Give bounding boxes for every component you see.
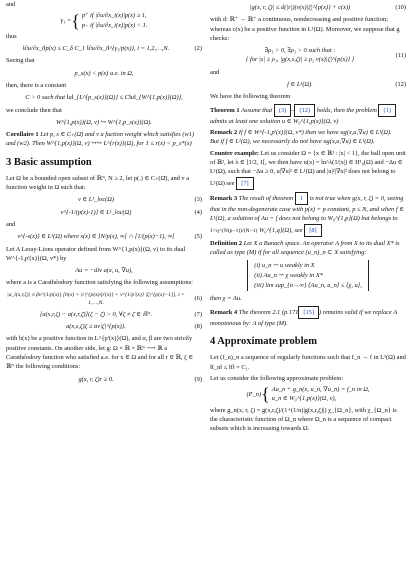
right-column — [210, 0, 406, 436]
gamma-case-2: p₋ if |∂u/∂x_i(x)|p(x) < 1. — [81, 21, 148, 29]
text-then: then, there is a constant — [6, 81, 67, 89]
equation-2-number: (2) — [194, 45, 202, 53]
remark-2 — [210, 128, 406, 147]
equation-3-body: v ∈ L¹_loc(Ω) — [77, 196, 115, 204]
gamma-lhs: γ₁ = — [60, 16, 72, 24]
equation-const-body: C > 0 such that ‖u‖_{L^{p_s(x)}(Ω)} ≤ C‖u‖_{W^{1,p(x)}(Ω)}, — [25, 94, 183, 102]
equation-11-wrap — [210, 46, 390, 65]
section-title-4: 4 Approximate problem — [210, 336, 317, 348]
counter-ref-7[interactable]: [7] — [236, 177, 253, 190]
text-conclude: we conclude then that — [6, 106, 62, 114]
equation-12 — [210, 80, 406, 89]
theorem-ref-12[interactable]: (12) — [294, 104, 315, 117]
equation-10-body: |g(x, r, ζ)| ≤ d(|r|)(v(x)|ζ|^{p(x)} + c(x)) — [249, 4, 351, 11]
equation-8-body: a(x,s,ζ)ζ ≥ αv|ζ|^{p(x)}. — [66, 323, 126, 331]
text-and-2: and — [6, 221, 16, 228]
equation-8 — [6, 322, 202, 331]
where-text: where g_n(x, r, ζ) = g(x,r,ζ)/(1+(1/n)|g(x,r,ζ)|) χ_{Ω_n}, with χ_{Ω_n} is the characteristic function of Ω_n where Ω_n is a sequence of compact subsets which is increasing towards Ω. — [210, 406, 397, 433]
equation-6-number: (6) — [194, 295, 202, 303]
equation-conclude — [6, 118, 202, 127]
text-seeing: Seeing that — [6, 57, 35, 65]
equation-10 — [210, 3, 406, 12]
condition-ii: (ii) Au_n ⇀ χ weakly in X* — [254, 272, 323, 280]
theorem-pre: Assume that — [241, 106, 273, 114]
remark-4 — [210, 306, 406, 329]
equation-4-body: v^{-1/(p(x)-1)} ∈ L¹_loc(Ω) — [60, 208, 132, 216]
equation-11 — [210, 46, 406, 65]
equation-seeing-body: p_s(x) < p(x) a.e. in Ω, — [74, 69, 134, 77]
equation-const — [6, 93, 202, 102]
equation-11-body: { for |s| ≥ ρ₁, |g(x,s,ζ)| ≥ ρ₂ v(x)|ζ|^{p(x)} } — [245, 56, 355, 64]
approx-text: Let (f_n)_n a sequence of regularly functions such that f_n → f in L¹(Ω) and ‖f_n‖ ≤ ‖f‖ = C₁. — [210, 354, 406, 371]
approx-text-2: Let us consider the following approximate problem: — [210, 374, 344, 382]
theorem-ref-1[interactable]: (1) — [378, 104, 395, 117]
definition-2-conditions-inner — [247, 260, 369, 291]
counter-example — [210, 149, 406, 190]
caratheodory-text: where a is a Carathéodory function satisfying the following assumptions: — [6, 279, 193, 287]
theorem-dash: – — [291, 106, 295, 114]
equation-6 — [6, 291, 202, 307]
remark-2-head: Remark 2 — [210, 129, 238, 137]
text-thus: thus — [6, 32, 17, 40]
remark-3-head: Remark 3 — [210, 194, 238, 202]
equation-conclude-body: W^{1,p(x)}(Ω, v) ↪ W^{1,p_s(x)}(Ω). — [55, 118, 153, 126]
remark-4-text: The theorem 2.1 (p.171 — [238, 308, 299, 316]
equation-3-number: (3) — [194, 196, 202, 204]
theorem-post: holds, then the problem — [316, 106, 377, 114]
remark-3 — [210, 192, 406, 237]
remark-4-ref-15[interactable]: [15] — [298, 306, 319, 319]
equation-10-number: (10) — [395, 4, 406, 11]
equation-pn-line-2: u_n ∈ W₀^{1,p(x)}(Ω, v), — [271, 395, 337, 403]
remark-3-text-2: is not true when g(x, r, ζ) = 0, seeing that in the non-degenerate case with p(x) = p constant, p ≤ N, and when f ∈ L¹(Ω), a solution of Au = f does not belong to W₀^{1,p}(Ω) but belongs to — [210, 194, 404, 223]
brace-glyph-pn: { — [261, 384, 270, 405]
theorem-1 — [210, 104, 406, 127]
equation-3 — [6, 195, 202, 204]
theorem-head: Theorem 1 — [210, 106, 240, 114]
section-title-3: 3 Basic assumption — [6, 156, 92, 168]
remark-3-ref-8[interactable]: [8] — [304, 224, 321, 237]
equation-7-number: (7) — [194, 310, 202, 318]
remark-2-line-1: If f ∈ W^{-1,p'(x)}(Ω, v*) then we have ug(x,u,∇u) ∈ L¹(Ω). — [238, 129, 392, 137]
equation-7-body: [a(x,r,ζ) − a(x,r,ζ̄)](ζ − ζ̄) > 0, ∀ζ ≠ ζ̄ ∈ ℝᴺ. — [39, 310, 153, 318]
gamma-case-1: p⁺ if |∂u/∂x_i(x)|p(x) ≥ 1, — [81, 12, 147, 20]
corollary-text: Let p, s ∈ C₊(Ω̄) and v a fuction weight which satisfies (w1) and (w2). Then W^{1,p(x)}(Ω, v) ↪↪ L^{r(x)}(Ω), for 1 ≤ r(x) < p_s*(x) — [6, 131, 195, 148]
condition-i: (i) u_n ⇀ u weakly in X — [254, 262, 315, 270]
equation-4-number: (4) — [194, 208, 202, 216]
gamma-cases — [82, 11, 148, 30]
definition-2-text: Let X a Banach space. An operator A from X to its dual X* is called as type (M) if for all sequence (u_n)_n ⊂ X satisfying: — [210, 239, 400, 257]
equation-9-number: (9) — [194, 375, 202, 383]
theorem-tail: admits at least one solution u ∈ W₀^{1,p(x)}(Ω, v) — [210, 117, 339, 125]
basic-intro: Let Ω be a bounded open subset of ℝᴺ, N ≥ 2, let p(.) ∈ C₊(Ω̄), and v a function weight in Ω such that: — [6, 174, 190, 192]
equation-11-number: (11) — [395, 51, 406, 59]
equation-2-body: ‖∂u/∂x_i‖p(x) ≤ C_δ C_1 ‖∂u/∂x_i‖^{γ₁/p(x)}, i = 1,2,…,N. — [22, 45, 170, 53]
corollary — [6, 130, 202, 149]
corollary-head: Corollaire 1 — [6, 131, 39, 139]
equation-pn-line-1: Au_n + g_n(x, u_n, ∇u_n) = f_n in Ω, — [271, 386, 370, 394]
equation-2 — [6, 44, 202, 53]
definition-2 — [210, 239, 406, 258]
remark-3-cond: 1<q<(N(p−1))/(N−1) — [210, 227, 258, 234]
equation-gamma — [6, 11, 202, 30]
equation-5 — [6, 232, 202, 241]
equation-leray — [6, 266, 202, 275]
remark-3-ref-1[interactable]: 1 — [295, 192, 308, 205]
text-and: and — [6, 1, 16, 8]
eq10-text: with d: ℝ⁺ → ℝ⁺ a continuous, nondecreasing and positive function; whereas c(x) be a positive function in L¹(Ω). Moreover, we suppose that g checks: — [210, 16, 400, 42]
equation-9-body: g(x, r, ζ)r ≥ 0. — [78, 375, 114, 383]
counter-text: Let us consider Ω = {x ∈ ℝ² : |x| < 1}, the ball open unit of ℝ², let λ ∈ ]1/2, 1[, we then have u(x) = ln^λ(1/|x|) ∈ H¹₀(Ω) and −Δu ∈ L¹(Ω), such that −Δu ≥ 0, u|∇u|² ∈ L¹(Ω) and |u|²|∇u|² does not belong to L¹(Ω) see — [210, 149, 406, 187]
remark-3-tail: W₀^{1,q}(Ω), see — [259, 226, 303, 234]
equation-pn-lhs: (P_n) — [246, 390, 262, 398]
equation-8-number: (8) — [194, 323, 202, 331]
equation-7 — [6, 310, 202, 319]
remark-4-text-2: ) remains valid if we replace A monotonous by: A of type (M). — [210, 308, 398, 327]
equation-leray-body: Au = −div a(x, u, ∇u), — [75, 267, 133, 275]
equation-5-body: v^{-s(x)} ∈ L¹(Ω) where s(x) ∈ ]N/p(x), ∞[ ∩ [1/(p(x)−1), ∞[ — [17, 233, 175, 241]
equation-5-number: (5) — [194, 233, 202, 241]
leray-text: Let A Leray-Lions operator defined from W^{1,p(x)}(Ω, v) to its dual W^{-1,p'(x)}(Ω, v*) by — [6, 245, 186, 262]
equation-12-number: (12) — [395, 80, 406, 88]
counter-head: Counter example: — [210, 149, 260, 157]
equation-6-body: |a_i(x,r,ζ)| ≤ βv^{1/p(x)} [b(x) + |r|^{p(x)/p'(x)} + v^{1/p'(x)} |ζ|^{p(x)−1}], i = 1,…,N. — [7, 291, 185, 306]
final-paragraph: with b(x) be a positive function in L^{p'(x)}(Ω), and α, β are two strictly positive constants. On another side, let g: Ω × ℝ × ℝᴺ ⟶ ℝ a Carathéodory function who satisfied a.e. for x ∈ Ω and for all r ∈ ℝ, ζ ∈ ℝᴺ the following conditions: — [6, 335, 194, 371]
equation-pn-cases — [272, 385, 370, 404]
remark-4-head: Remark 4 — [210, 308, 238, 316]
following-text: We have the following theorem — [210, 93, 291, 101]
definition-2-head: Definition 2 — [210, 239, 243, 247]
equation-pn — [210, 385, 406, 404]
equation-seeing — [6, 69, 202, 78]
text-and-right: and — [210, 68, 220, 76]
remark-2-line-2: But if f ∈ L¹(Ω), we necessarily do not have ug(x,u,∇u) ∈ L¹(Ω). — [210, 138, 375, 146]
equation-11-pre: ∃ρ₁ > 0, ∃ρ₂ > 0 such that : — [264, 47, 336, 55]
equation-12-body: f ∈ L¹(Ω). — [287, 80, 313, 88]
left-column — [6, 0, 202, 387]
theorem-ref-3[interactable]: (3) — [274, 104, 291, 117]
definition-2-then: then χ = Au. — [210, 295, 242, 303]
equation-9 — [6, 375, 202, 384]
condition-iii: (iii) lim sup_{n→∞} ⟨Au_n, u_n⟩ ≤ ⟨χ, u⟩, — [254, 281, 362, 289]
remark-3-text: The result of theorem — [238, 194, 294, 202]
definition-2-conditions — [210, 260, 406, 291]
brace-glyph: { — [71, 10, 80, 31]
equation-4 — [6, 208, 202, 217]
